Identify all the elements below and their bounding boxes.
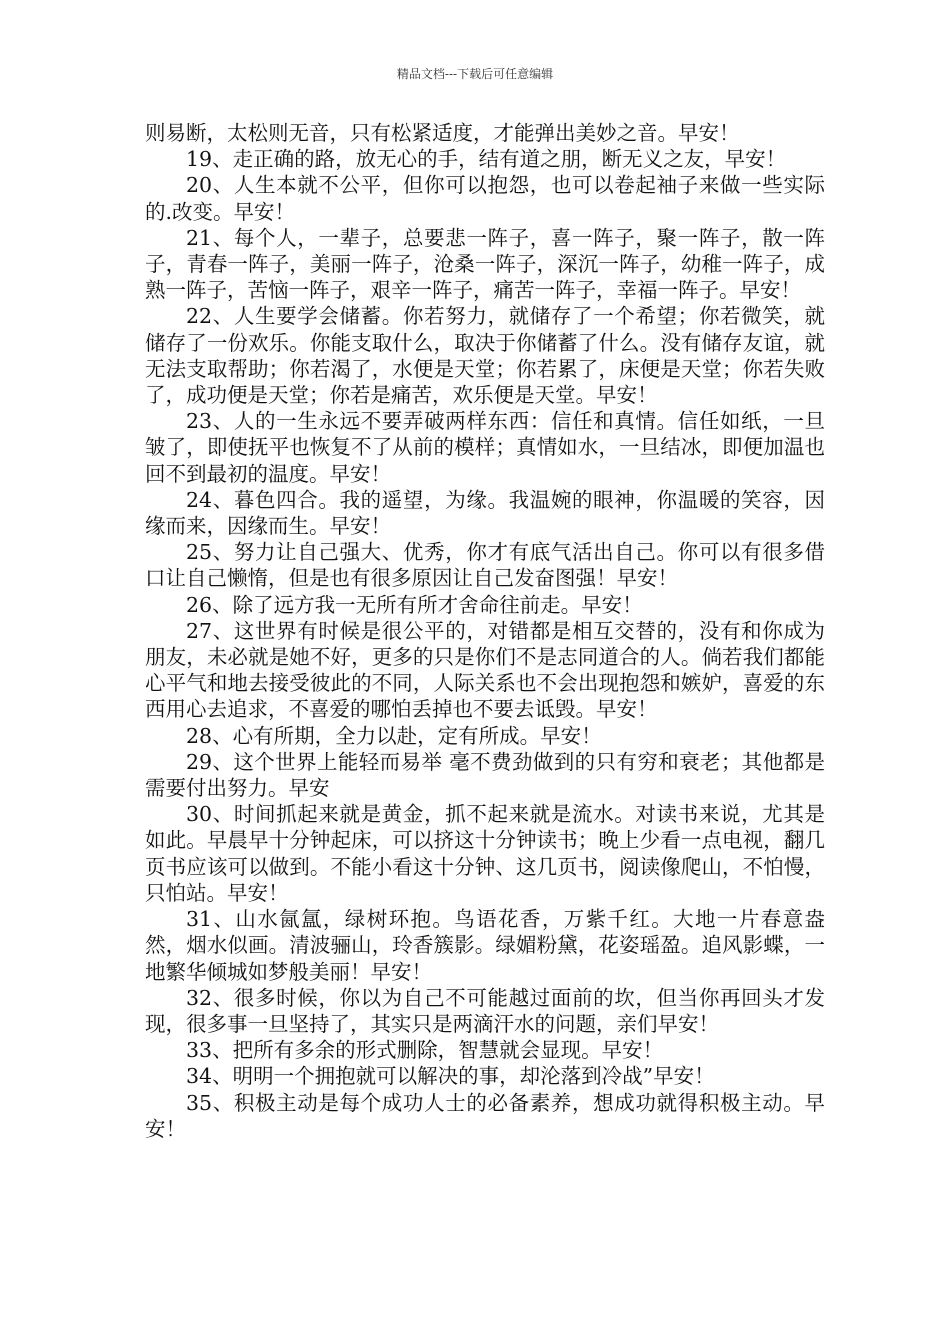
page-header: 精品文档---下载后可任意编辑: [396, 67, 554, 81]
paragraph-continuation: 则易断，太松则无音，只有松紧适度，才能弹出美妙之音。早安！: [145, 121, 740, 145]
paragraph-30: 30、时间抓起来就是黄金，抓不起来就是流水。对读书来说，尤其是如此。早晨早十分钟起床，可以挤这十分钟读书；晚上少看一点电视，翻几页书应该可以做到。不能小看这十分钟、这几页书，阅读像爬山，不怕慢，只怕站。早安！: [145, 802, 825, 905]
paragraph-20: 20、人生本就不公平，但你可以抱怨，也可以卷起袖子来做一些实际的.改变。早安！: [145, 173, 825, 224]
paragraph-29: 29、这个世界上能轻而易举 毫不费劲做到的只有穷和衰老；其他都是需要付出努力。早安: [145, 749, 825, 801]
paragraph-33: 33、把所有多余的形式删除，智慧就会显现。早安！: [186, 1038, 664, 1063]
paragraph-27: 27、这世界有时候是很公平的，对错都是相互交替的，没有和你成为朋友，未必就是她不好，更多的只是你们不是志同道合的人。倘若我们都能心平气和地去接受彼此的不同，人际关系也不会出现抱怨和嫉妒，喜爱的东西用心去追求，不喜爱的哪怕丢掉也不要去诋毁。早安！: [145, 618, 825, 722]
paragraph-26: 26、除了远方我一无所有所才舍命往前走。早安！: [186, 592, 643, 617]
paragraph-34: 34、明明一个拥抱就可以解决的事，却沦落到冷战”早安！: [186, 1064, 715, 1089]
paragraph-24: 24、暮色四合。我的遥望，为缘。我温婉的眼神，你温暖的笑容，因缘而来，因缘而生。早安！: [145, 487, 825, 539]
paragraph-23: 23、人的一生永远不要弄破两样东西：信任和真情。信任如纸，一旦皱了，即使抚平也恢复不了从前的模样；真情如水，一旦结冰，即便加温也回不到最初的温度。早安！: [145, 409, 825, 486]
document-body: [145, 120, 825, 1142]
paragraph-31: 31、山水氤氲，绿树环抱。鸟语花香，万紫千红。大地一片春意盎然，烟水似画。清波骊山，玲香簇影。绿媚粉黛，花姿瑶盈。追风影蝶，一地繁华倾城如梦般美丽！早安！: [145, 907, 825, 984]
paragraph-35: 35、积极主动是每个成功人士的必备素养，想成功就得积极主动。早安！: [145, 1090, 825, 1141]
paragraph-22: 22、人生要学会储蓄。你若努力，就储存了一个希望；你若微笑，就储存了一份欢乐。你能支取什么，取决于你储蓄了什么。没有储存友谊，就无法支取帮助；你若渴了，水便是天堂；你若累了，床便是天堂；你若失败了，成功便是天堂；你若是痛苦，欢乐便是天堂。早安！: [145, 304, 825, 408]
paragraph-28: 28、心有所期，全力以赴，定有所成。早安！: [186, 723, 602, 748]
paragraph-32: 32、很多时候，你以为自己不可能越过面前的坎，但当你再回头才发现，很多事一旦坚持了，其实只是两滴汗水的问题，亲们早安！: [145, 985, 825, 1036]
paragraph-19: 19、走正确的路，放无心的手，结有道之朋，断无义之友，早安！: [186, 147, 787, 172]
paragraph-21: 21、每个人，一辈子，总要悲一阵子，喜一阵子，聚一阵子，散一阵子，青春一阵子，美丽一阵子，沧桑一阵子，深沉一阵子，幼稚一阵子，成熟一阵子，苦恼一阵子，艰辛一阵子，痛苦一阵子，幸福一阵子。早安！: [145, 225, 825, 303]
paragraph-25: 25、努力让自己强大、优秀，你才有底气活出自己。你可以有很多借口让自己懒惰，但是也有很多原因让自己发奋图强！早安！: [145, 540, 825, 591]
